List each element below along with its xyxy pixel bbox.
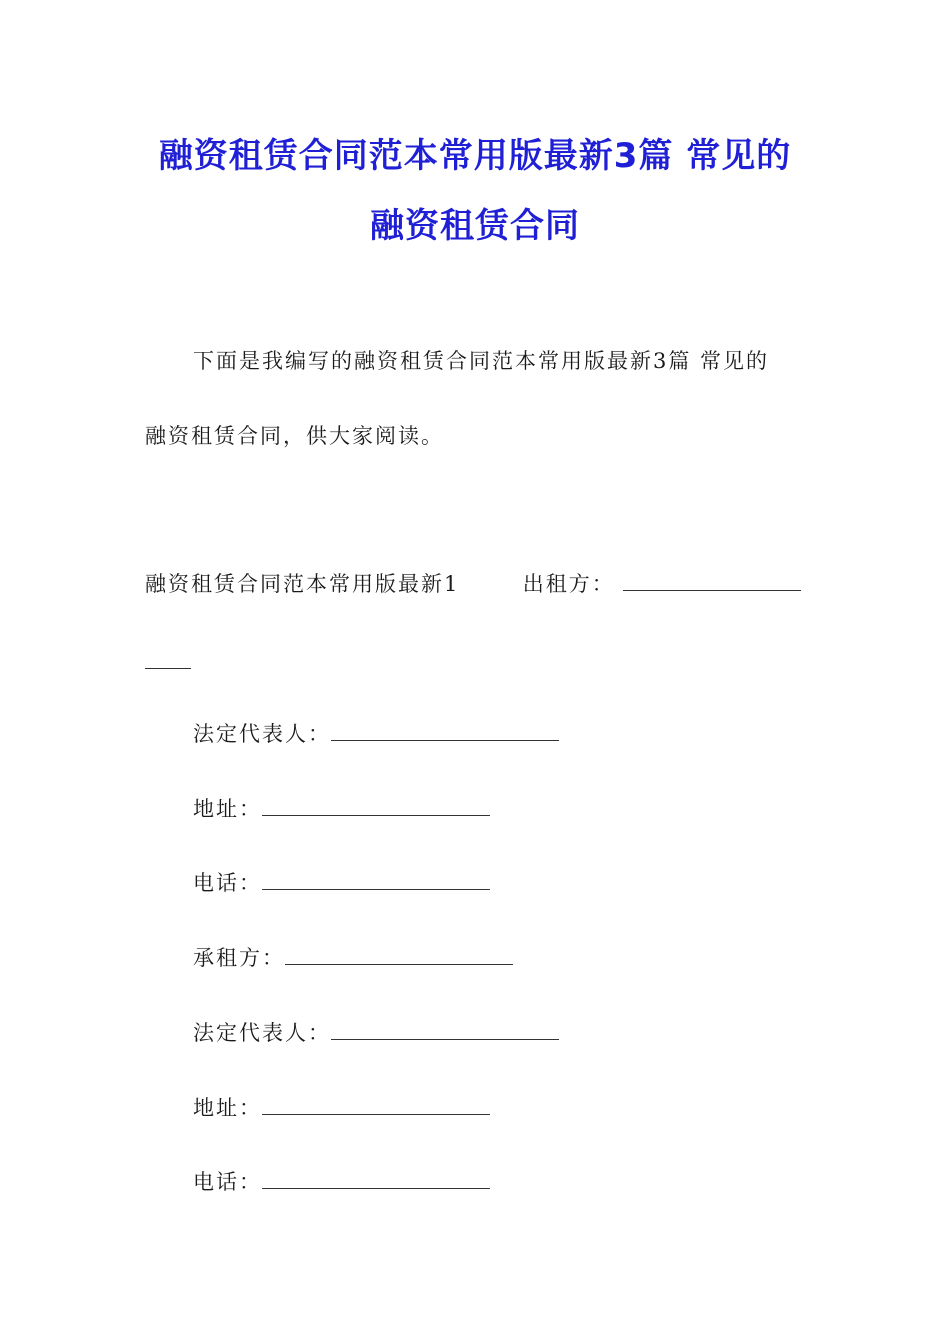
field-legal-representative-2	[193, 1019, 559, 1047]
field-label: 电话：	[193, 871, 262, 895]
field-blank-line	[262, 1096, 490, 1115]
field-legal-representative-1	[193, 720, 559, 748]
intro-paragraph-line-1: 下面是我编写的融资租赁合同范本常用版最新3篇 常见的	[193, 349, 770, 373]
document-title-line-2: 融资租赁合同	[370, 206, 580, 246]
field-address-2	[193, 1094, 490, 1122]
document-title-line-1: 融资租赁合同范本常用版最新3篇 常见的	[158, 136, 792, 176]
field-blank-line	[331, 722, 559, 741]
section-1-heading: 融资租赁合同范本常用版最新1	[145, 572, 460, 596]
intro-paragraph-line-2: 融资租赁合同，供大家阅读。	[145, 424, 444, 448]
field-address-1	[193, 795, 490, 823]
lessor-blank-line-continued	[145, 650, 191, 669]
field-blank-line	[285, 946, 513, 965]
field-blank-line	[262, 871, 490, 890]
field-label: 承租方：	[193, 946, 285, 970]
lessor-blank-line	[623, 572, 801, 591]
field-blank-line	[331, 1021, 559, 1040]
field-lessee	[193, 944, 513, 972]
field-label: 地址：	[193, 797, 262, 821]
field-phone-1	[193, 869, 490, 897]
field-label: 电话：	[193, 1170, 262, 1194]
field-label: 法定代表人：	[193, 1021, 331, 1045]
section-1-heading-row	[145, 570, 801, 598]
field-blank-line	[262, 797, 490, 816]
field-blank-line	[262, 1170, 490, 1189]
field-phone-2	[193, 1168, 490, 1196]
lessor-label: 出租方：	[522, 572, 615, 596]
field-label: 地址：	[193, 1096, 262, 1120]
field-label: 法定代表人：	[193, 722, 331, 746]
